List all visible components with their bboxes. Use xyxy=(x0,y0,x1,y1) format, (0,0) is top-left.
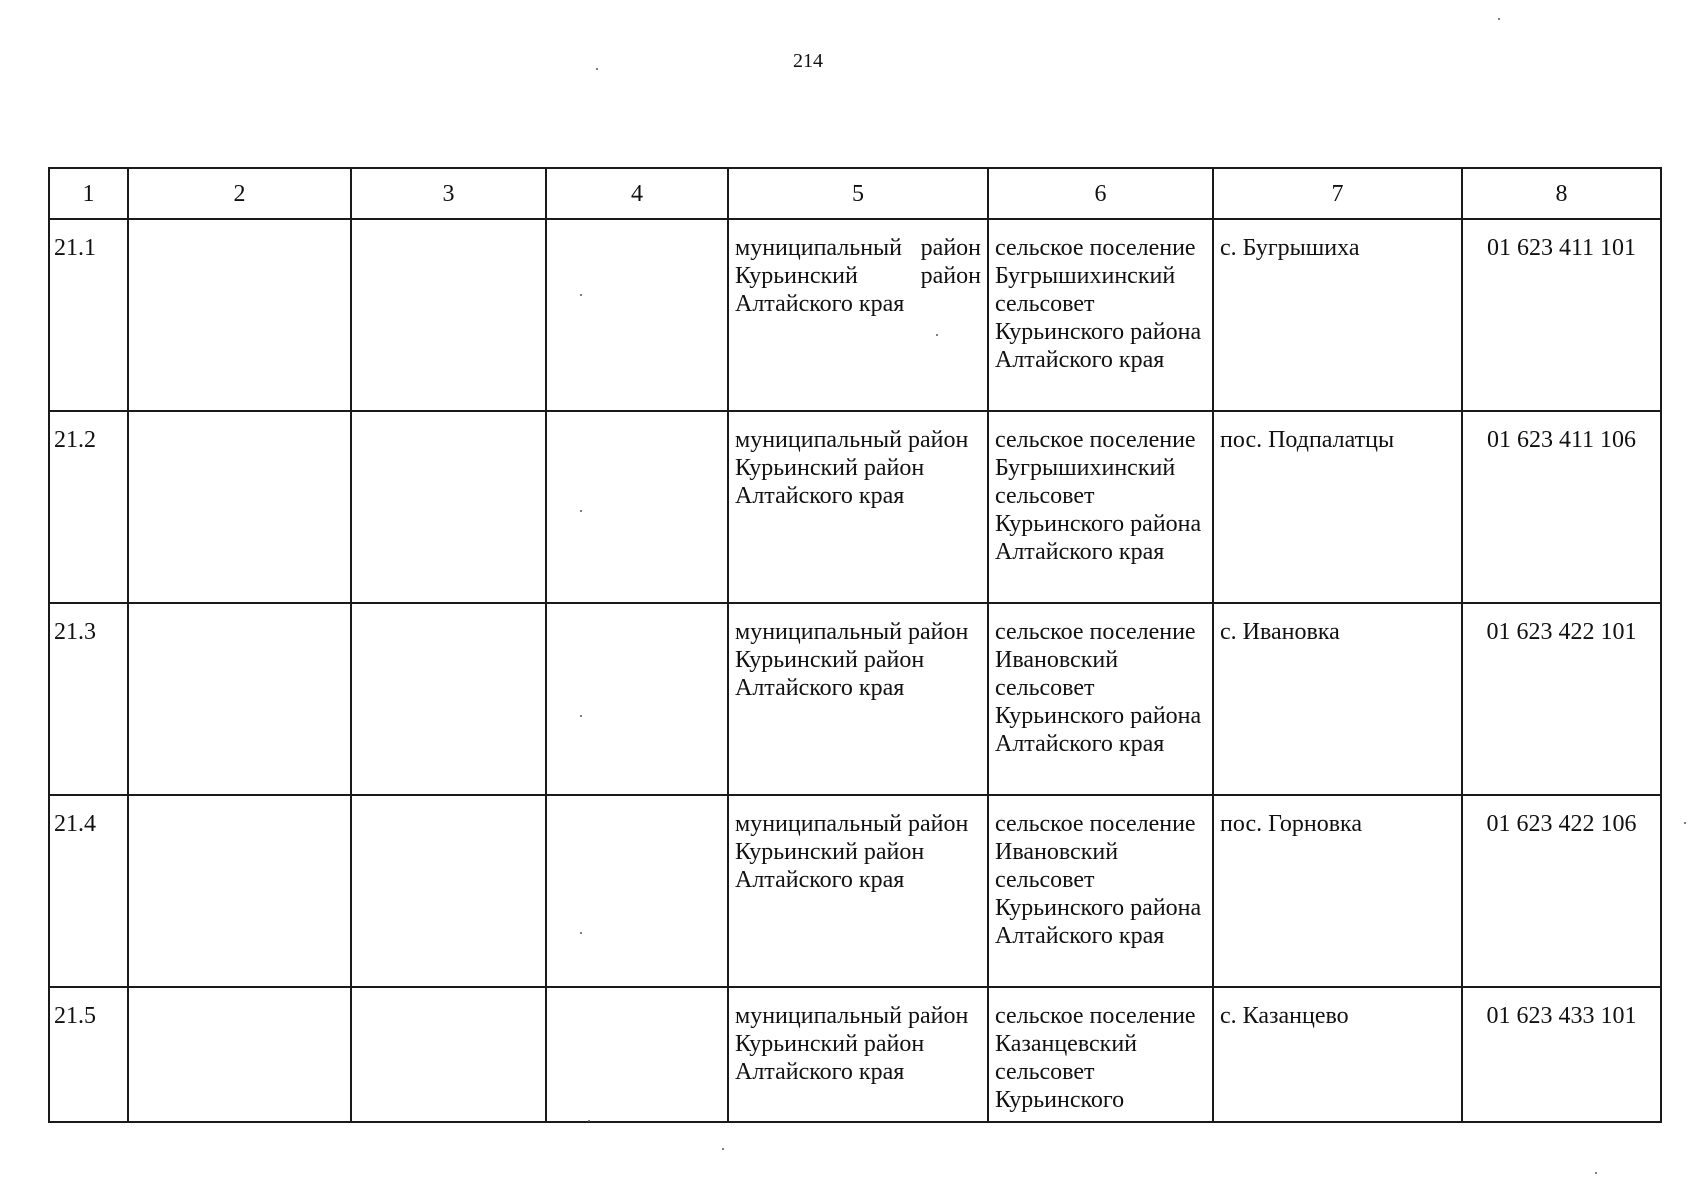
row-number-cell xyxy=(49,219,128,411)
code-cell xyxy=(1462,219,1661,411)
empty-cell-col3 xyxy=(351,987,546,1122)
header-row xyxy=(49,168,1661,219)
district-cell xyxy=(728,219,988,411)
settlement-text: сельское поселение Ивановский сельсовет Курьинского района Алтайского края xyxy=(995,811,1202,949)
column-header-4: 4 xyxy=(546,168,728,219)
row-number-cell xyxy=(49,411,128,603)
column-header-3: 3 xyxy=(351,168,546,219)
table-row xyxy=(49,411,1661,603)
column-header-6: 6 xyxy=(988,168,1213,219)
empty-cell-col4 xyxy=(546,603,728,795)
settlement-text: сельское поселение Бугрышихинский сельсовет Курьинского района Алтайского края xyxy=(995,235,1202,373)
oktmo-code: 01 623 411 101 xyxy=(1486,235,1637,261)
district-text: муниципальный район Курьинский район Алтайского края xyxy=(735,235,981,317)
row-number: 21.1 xyxy=(54,235,96,261)
column-header-5: 5 xyxy=(728,168,988,219)
scan-speck xyxy=(936,334,938,336)
empty-cell-col2 xyxy=(128,795,351,987)
empty-cell-col4 xyxy=(546,795,728,987)
scan-speck xyxy=(1498,18,1500,20)
column-header-7: 7 xyxy=(1213,168,1462,219)
locality-text: с. Казанцево xyxy=(1220,1003,1349,1029)
locality-cell xyxy=(1213,219,1462,411)
scan-speck xyxy=(580,715,582,717)
column-header-8: 8 xyxy=(1462,168,1661,219)
oktmo-code: 01 623 411 106 xyxy=(1486,427,1637,453)
settlement-cell xyxy=(988,411,1213,603)
settlement-text: сельское поселение Ивановский сельсовет Курьинского района Алтайского края xyxy=(995,619,1202,757)
settlement-text: сельское поселение Казанцевский сельсовет Курьинского xyxy=(995,1003,1196,1113)
settlement-text: сельское поселение Бугрышихинский сельсовет Курьинского района Алтайского края xyxy=(995,427,1202,565)
scan-speck xyxy=(1684,822,1686,824)
oktmo-code: 01 623 422 101 xyxy=(1486,619,1637,645)
empty-cell-col3 xyxy=(351,795,546,987)
code-cell xyxy=(1462,603,1661,795)
empty-cell-col4 xyxy=(546,219,728,411)
locality-text: с. Ивановка xyxy=(1220,619,1340,645)
locality-text: пос. Подпалатцы xyxy=(1220,427,1395,453)
scan-speck xyxy=(596,68,598,70)
empty-cell-col2 xyxy=(128,603,351,795)
oktmo-code: 01 623 433 101 xyxy=(1486,1003,1637,1029)
empty-cell-col3 xyxy=(351,219,546,411)
code-cell xyxy=(1462,795,1661,987)
column-header-1: 1 xyxy=(49,168,128,219)
registry-table xyxy=(48,167,1662,1123)
district-cell xyxy=(728,603,988,795)
district-cell xyxy=(728,795,988,987)
settlement-cell xyxy=(988,219,1213,411)
locality-text: пос. Горновка xyxy=(1220,811,1362,837)
locality-cell xyxy=(1213,795,1462,987)
empty-cell-col4 xyxy=(546,411,728,603)
settlement-cell xyxy=(988,795,1213,987)
oktmo-code: 01 623 422 106 xyxy=(1486,811,1637,837)
district-cell xyxy=(728,987,988,1122)
locality-cell xyxy=(1213,987,1462,1122)
row-number-cell xyxy=(49,795,128,987)
table-row xyxy=(49,795,1661,987)
locality-cell xyxy=(1213,411,1462,603)
column-header-2: 2 xyxy=(128,168,351,219)
district-text: муниципальный район Курьинский район Алтайского края xyxy=(735,427,969,509)
row-number: 21.3 xyxy=(54,619,96,645)
settlement-cell xyxy=(988,603,1213,795)
code-cell xyxy=(1462,411,1661,603)
empty-cell-col2 xyxy=(128,411,351,603)
empty-cell-col2 xyxy=(128,987,351,1122)
scan-speck xyxy=(580,294,582,296)
code-cell xyxy=(1462,987,1661,1122)
row-number: 21.5 xyxy=(54,1003,96,1029)
scan-speck xyxy=(580,932,582,934)
district-text: муниципальный район Курьинский район Алтайского края xyxy=(735,811,969,893)
locality-text: с. Бугрышиха xyxy=(1220,235,1360,261)
row-number-cell xyxy=(49,603,128,795)
district-cell xyxy=(728,411,988,603)
row-number-cell xyxy=(49,987,128,1122)
locality-cell xyxy=(1213,603,1462,795)
table-row xyxy=(49,219,1661,411)
settlement-cell xyxy=(988,987,1213,1122)
table-row xyxy=(49,603,1661,795)
district-text: муниципальный район Курьинский район Алтайского края xyxy=(735,1003,969,1085)
empty-cell-col4 xyxy=(546,987,728,1122)
scan-speck xyxy=(588,1120,590,1122)
scan-speck xyxy=(1595,1172,1597,1174)
district-text: муниципальный район Курьинский район Алтайского края xyxy=(735,619,969,701)
empty-cell-col3 xyxy=(351,411,546,603)
row-number: 21.2 xyxy=(54,427,96,453)
scan-speck xyxy=(722,1148,724,1150)
row-number: 21.4 xyxy=(54,811,96,837)
scan-speck xyxy=(580,510,582,512)
empty-cell-col2 xyxy=(128,219,351,411)
empty-cell-col3 xyxy=(351,603,546,795)
table-row xyxy=(49,987,1661,1122)
page-number: 214 xyxy=(793,50,823,72)
